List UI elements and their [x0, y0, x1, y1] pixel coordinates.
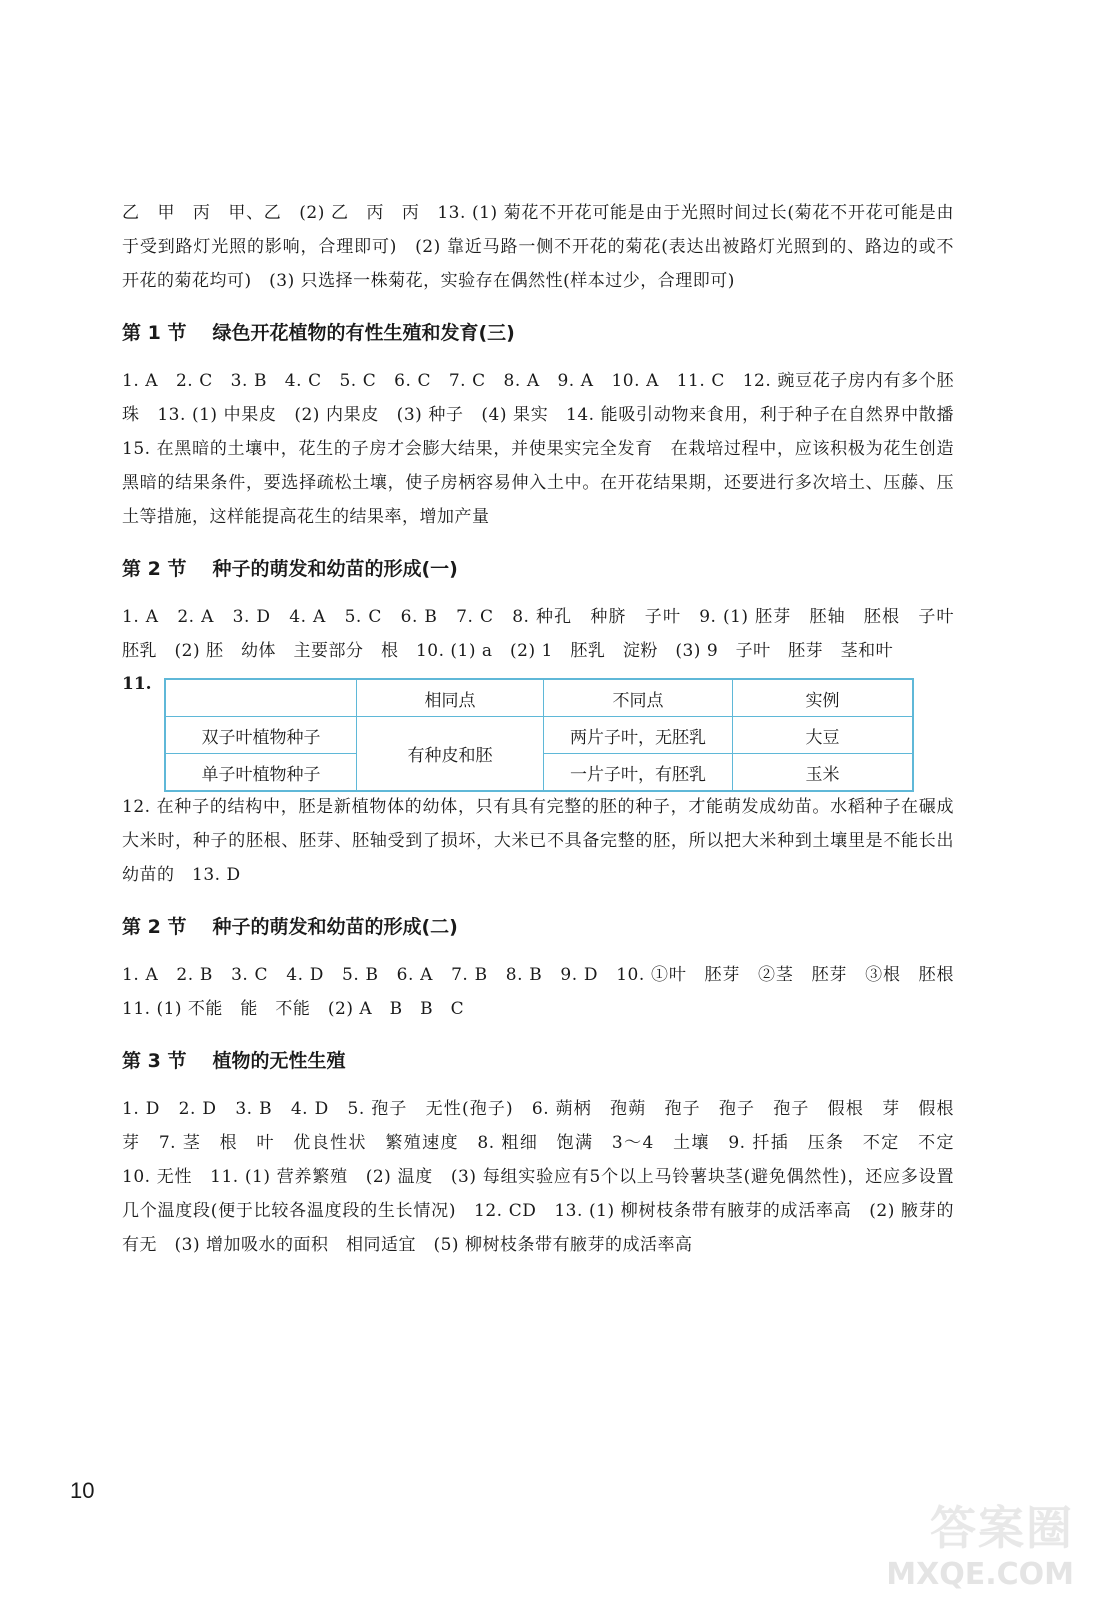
watermark-url: MXQE.COM — [886, 1557, 1074, 1592]
section-title: 绿色开花植物的有性生殖和发育(三) — [212, 322, 515, 344]
section-answers: 1. D 2. D 3. B 4. D 5. 孢子 无性(孢子) 6. 蒴柄 孢蒴 孢子 孢子 孢子 假根 芽 假根 芽 7. 茎 根 叶 优良性状 繁殖速度 8. 粗细 饱满 3～4 土壤 9. 扦插 压条 不定 不定 10. 无性 11. (1) 营养繁殖 (2) 温度 (3) 每组实验应有5个以上马铃薯块茎(避免偶然性)，还应多设置几个温度段(便于比较各温度段的生长情况) 12. CD 13. (1) 柳树枝条带有腋芽的成活率高 (2) 腋芽的有无 (3) 增加吸水的面积 相同适宜 (5) 柳树枝条带有腋芽的成活率高 — [122, 1099, 972, 1255]
table-row — [165, 717, 913, 754]
table-header-cell — [165, 679, 357, 717]
question-11-table-block — [122, 674, 954, 786]
watermark-logo-text: 答案圈 — [930, 1501, 1074, 1555]
table-cell: 一片子叶，有胚乳 — [544, 754, 733, 792]
section-number: 第 2 节 — [122, 916, 187, 938]
section-title: 植物的无性生殖 — [212, 1050, 346, 1072]
watermark-logo — [864, 1492, 1074, 1592]
section-answers: 1. A 2. B 3. C 4. D 5. B 6. A 7. B 8. B 9. D 10. ①叶 胚芽 ②茎 胚芽 ③根 胚根 11. (1) 不能 能 不能 (2) A B B C — [122, 965, 972, 1019]
seed-comparison-table — [164, 678, 914, 792]
table-cell: 双子叶植物种子 — [165, 717, 357, 754]
section-number: 第 2 节 — [122, 558, 187, 580]
table-cell: 玉米 — [733, 754, 914, 792]
section-number: 第 1 节 — [122, 322, 187, 344]
intro-paragraph: 乙 甲 丙 甲、乙 (2) 乙 丙 丙 13. (1) 菊花不开花可能是由于光照时间过长(菊花不开花可能是由于受到路灯光照的影响，合理即可) (2) 靠近马路一侧不开花的菊花(表达出被路灯光照到的、路边的或不开花的菊花均可) (3) 只选择一株菊花，实验存在偶然性(样本过少，合理即可) — [122, 203, 954, 291]
section-heading — [122, 554, 954, 584]
table-cell: 单子叶植物种子 — [165, 754, 357, 792]
table-cell: 有种皮和胚 — [357, 717, 544, 792]
table-header-cell: 实例 — [733, 679, 914, 717]
section-heading — [122, 1046, 954, 1076]
table-header-row — [165, 679, 913, 717]
table-header-cell: 不同点 — [544, 679, 733, 717]
section-heading — [122, 318, 954, 348]
section-answers: 1. A 2. C 3. B 4. C 5. C 6. C 7. C 8. A 9. A 10. A 11. C 12. 豌豆花子房内有多个胚珠 13. (1) 中果皮 (2) 内果皮 (3) 种子 (4) 果实 14. 能吸引动物来食用，利于种子在自然界中散播 15. 在黑暗的土壤中，花生的子房才会膨大结果，并使果实完全发育 在栽培过程中，应该积极为花生创造黑暗的结果条件，要选择疏松土壤，使子房柄容易伸入土中。在开花结果期，还要进行多次培土、压藤、压土等措施，这样能提高花生的结果率，增加产量 — [122, 371, 972, 527]
section-heading — [122, 912, 954, 942]
question-label: 11. — [122, 674, 152, 694]
page-number: 10 — [70, 1478, 95, 1503]
table-cell: 两片子叶，无胚乳 — [544, 717, 733, 754]
table-header-cell: 相同点 — [357, 679, 544, 717]
section-answers: 1. A 2. A 3. D 4. A 5. C 6. B 7. C 8. 种孔 种脐 子叶 9. (1) 胚芽 胚轴 胚根 子叶 胚乳 (2) 胚 幼体 主要部分 根 10. (1) a (2) 1 胚乳 淀粉 (3) 9 子叶 胚芽 茎和叶 — [122, 607, 972, 661]
question-12-answer: 12. 在种子的结构中，胚是新植物体的幼体，只有具有完整的胚的种子，才能萌发成幼苗。水稻种子在碾成大米时，种子的胚根、胚芽、胚轴受到了损坏，大米已不具备完整的胚，所以把大米种到土壤里是不能长出幼苗的 13. D — [122, 797, 954, 885]
answer-content — [122, 196, 972, 1262]
table-cell: 大豆 — [733, 717, 914, 754]
section-number: 第 3 节 — [122, 1050, 187, 1072]
section-title: 种子的萌发和幼苗的形成(二) — [212, 916, 458, 938]
section-title: 种子的萌发和幼苗的形成(一) — [212, 558, 458, 580]
